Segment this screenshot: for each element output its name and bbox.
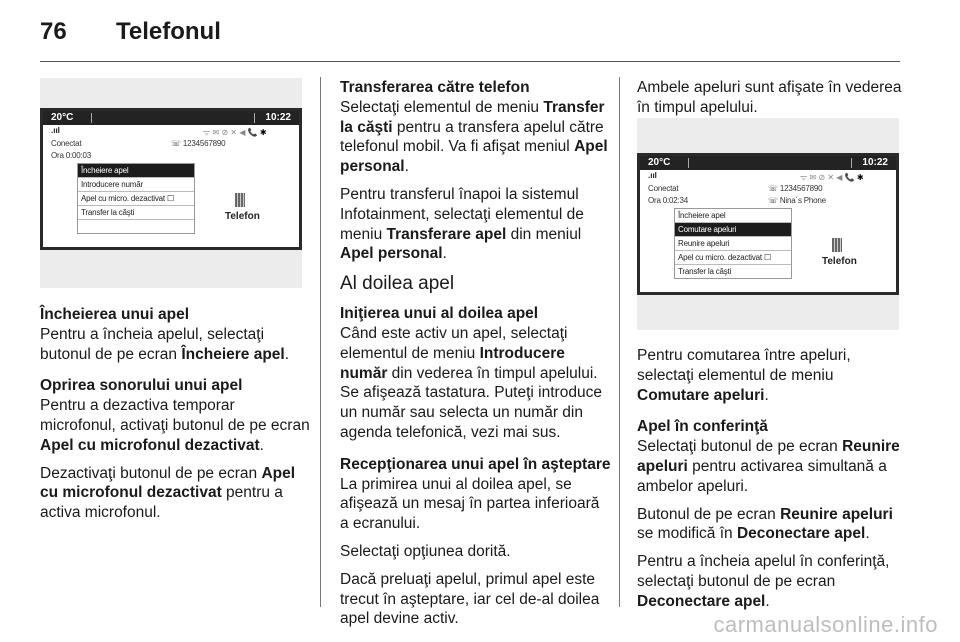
column-2 — [340, 78, 612, 637]
connection-status: Conectat — [648, 184, 679, 193]
menu-item-mute-call[interactable]: Apel cu micro. dezactivat ☐ — [78, 192, 194, 206]
menu-item-end-call[interactable]: Încheiere apel — [675, 209, 791, 223]
menu-item-transfer-headset[interactable]: Transfer la căşti — [78, 206, 194, 220]
watermark: carmanualsonline.info — [713, 612, 938, 637]
signal-icon: .ııl — [51, 126, 60, 135]
signal-icon: .ııl — [648, 171, 657, 180]
para-conference: Selectaţi butonul de pe ecran Reunire apeluri pentru activarea simultană a ambelor apeluri. — [637, 438, 900, 495]
para-select-option: Selectaţi opţiunea dorită. — [340, 542, 511, 560]
heading-end-call: Încheierea unui apel — [40, 306, 190, 323]
phone-screen-2 — [637, 153, 899, 295]
caller-number: ☏ 1234567890 — [171, 139, 226, 148]
call-menu — [77, 163, 195, 234]
menu-item-merge-calls[interactable]: Reunire apeluri — [675, 237, 791, 251]
heading-conference: Apel în conferinţă — [637, 418, 768, 436]
phone-app-icon — [235, 193, 245, 207]
status-icons: ᯤ ✉ ⊘ ✕ ◀ 📞 ✱ — [800, 173, 864, 182]
column-3-lower — [637, 346, 903, 620]
heading-waiting-call: Recepţionarea unui apel în aşteptare — [340, 455, 611, 473]
heading-second-call: Iniţierea unui al doilea apel — [340, 305, 539, 323]
menu-item-switch-calls[interactable]: Comutare apeluri — [675, 223, 791, 237]
heading-transfer: Transferarea către telefon — [340, 79, 530, 96]
para-switch-calls: Pentru comutarea între apeluri, selectaţi elementul de meniu Comutare apeluri. — [637, 347, 851, 404]
heading-mute: Oprirea sonorului unui apel — [40, 377, 243, 395]
para-second-call: Când este activ un apel, selectaţi elementul de meniu Introducere număr din vederea în timpul apelului. Se afişează tastatura. Puteţi introduce un număr sau selecta un număr din agenda telefonică, vezi mai sus. — [340, 324, 602, 441]
menu-item-mute-call[interactable]: Apel cu micro. dezactivat ☐ — [675, 251, 791, 265]
section-title-second-call: Al doilea apel — [340, 273, 455, 295]
column-1 — [40, 305, 312, 531]
app-label: Telefon — [822, 256, 857, 267]
screenshot-panel-1 — [40, 78, 302, 288]
status-icons: ᯤ ✉ ⊘ ✕ ◀ 📞 ✱ — [203, 128, 267, 137]
page-number: 76 — [40, 18, 67, 45]
menu-item-empty — [78, 220, 194, 233]
para-transfer: Selectaţi elementul de meniu Transfer la căşti pentru a transfera apelul către telefonul mobil. Va fi afişat meniul Apel personal. — [340, 98, 608, 176]
menu-item-end-call[interactable]: Încheiere apel — [78, 164, 194, 178]
menu-item-transfer-headset[interactable]: Transfer la căşti — [678, 267, 732, 276]
para-both-calls: Ambele apeluri sunt afişate în vederea în timpul apelului. — [637, 79, 902, 116]
status-bar: 20°C 10:22 — [640, 156, 896, 170]
phone-screen-1 — [40, 108, 302, 250]
call-menu — [674, 208, 792, 279]
call-duration: Ora 0:00:03 — [51, 151, 92, 160]
status-bar: 20°C 10:22 — [43, 111, 299, 125]
page-title: Telefonul — [116, 18, 221, 45]
para-button-changes: Butonul de pe ecran Reunire apeluri se modifică în Deconectare apel. — [637, 505, 893, 543]
caller-number: ☏ 1234567890 — [768, 184, 823, 193]
para-transfer-back: Pentru transferul înapoi la sistemul Infotainment, selectaţi elementul de meniu Transferare apel din meniul Apel personal. — [340, 185, 584, 263]
app-label: Telefon — [225, 211, 260, 222]
para-accept-call: Dacă preluaţi apelul, primul apel este trecut în aşteptare, iar cel de-al doilea apel devine activ. — [340, 570, 600, 628]
para-end-conference: Pentru a încheia apelul în conferinţă, selectaţi butonul de pe ecran Deconectare apel. — [637, 553, 890, 610]
menu-item-enter-number[interactable]: Introducere număr — [78, 178, 194, 192]
para-end-call: Pentru a încheia apelul, selectaţi butonul de pe ecran Încheiere apel. — [40, 325, 290, 363]
screenshot-panel-2 — [637, 118, 899, 330]
contact-name: ☏ Nina´s Phone — [768, 196, 826, 205]
column-divider-1 — [320, 77, 321, 607]
para-unmute: Dezactivaţi butonul de pe ecran Apel cu microfonul dezactivat pentru a activa microfonul. — [40, 464, 296, 522]
column-divider-2 — [619, 77, 620, 607]
header-rule — [40, 61, 900, 62]
connection-status: Conectat — [51, 139, 82, 148]
phone-app-icon — [832, 238, 842, 252]
call-duration: Ora 0:02:34 — [648, 196, 689, 205]
para-mute: Pentru a dezactiva temporar microfonul, activaţi butonul de pe ecran Apel cu microfonul dezactivat. — [40, 397, 310, 454]
para-waiting-call: La primirea unui al doilea apel, se afişează un mesaj în partea inferioară a ecranului. — [340, 475, 600, 533]
